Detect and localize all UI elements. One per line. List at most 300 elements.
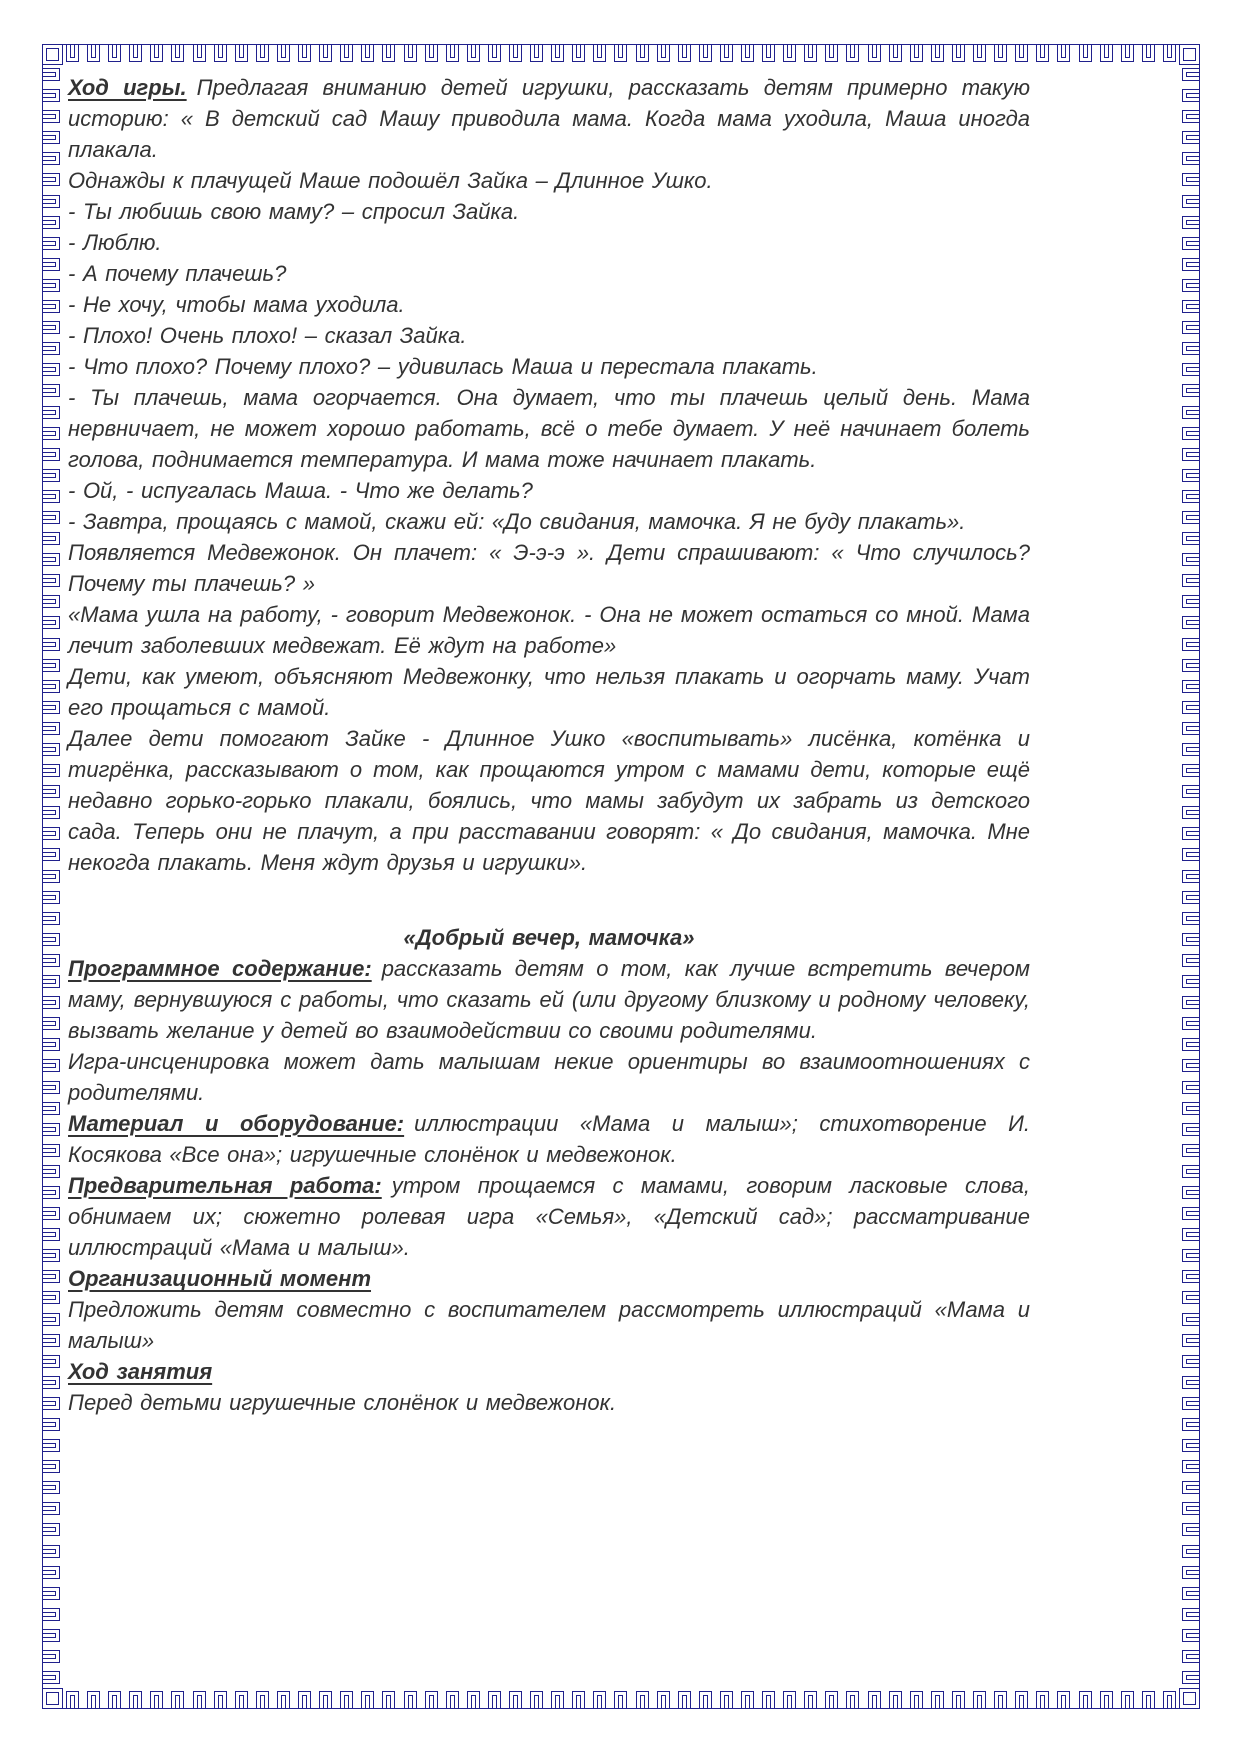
meander-hook-icon	[509, 1691, 522, 1708]
meander-hook-icon	[43, 1439, 60, 1452]
meander-hook-icon	[1163, 45, 1176, 62]
paragraph	[68, 661, 1030, 723]
paragraph	[68, 537, 1030, 599]
border-corner-icon	[1179, 44, 1200, 65]
meander-hook-icon	[43, 1629, 60, 1642]
meander-hook-icon	[1182, 216, 1199, 229]
meander-hook-icon	[43, 1608, 60, 1621]
meander-hook-icon	[1182, 701, 1199, 714]
paragraph-lead: Программное содержание:	[68, 956, 372, 981]
paragraph	[68, 1108, 1030, 1170]
meander-hook-icon	[572, 45, 585, 62]
border-edge-top	[63, 44, 1179, 63]
meander-hook-icon	[277, 1691, 290, 1708]
paragraph-text: - Ты любишь свою маму? – спросил Зайка.	[68, 199, 520, 224]
meander-hook-icon	[488, 1691, 501, 1708]
border-edge-right	[1181, 65, 1200, 1688]
meander-hook-icon	[43, 279, 60, 292]
meander-hook-icon	[1036, 1691, 1049, 1708]
meander-hook-icon	[1182, 448, 1199, 461]
paragraph	[68, 1170, 1030, 1263]
meander-hook-icon	[1100, 1691, 1113, 1708]
meander-hook-icon	[298, 1691, 311, 1708]
meander-hook-icon	[804, 1691, 817, 1708]
meander-hook-icon	[1182, 1270, 1199, 1283]
meander-hook-icon	[825, 1691, 838, 1708]
meander-hook-icon	[43, 1186, 60, 1199]
meander-hook-icon	[699, 1691, 712, 1708]
meander-hook-icon	[1182, 1207, 1199, 1220]
meander-hook-icon	[43, 216, 60, 229]
meander-hook-icon	[43, 1165, 60, 1178]
meander-hook-icon	[1182, 469, 1199, 482]
meander-hook-icon	[43, 848, 60, 861]
meander-hook-icon	[43, 1418, 60, 1431]
meander-hook-icon	[43, 469, 60, 482]
meander-hook-icon	[1100, 45, 1113, 62]
meander-hook-icon	[1182, 363, 1199, 376]
paragraph-text: Игра-инсценировка может дать малышам некие ориентиры во взаимоотношениях с родителями.	[68, 1049, 1030, 1105]
meander-hook-icon	[1182, 848, 1199, 861]
meander-hook-icon	[952, 1691, 965, 1708]
meander-hook-icon	[1182, 152, 1199, 165]
paragraph-text: - Плохо! Очень плохо! – сказал Зайка.	[68, 323, 467, 348]
meander-hook-icon	[1163, 1691, 1176, 1708]
meander-hook-icon	[1182, 785, 1199, 798]
meander-hook-icon	[87, 1691, 100, 1708]
meander-hook-icon	[43, 1081, 60, 1094]
meander-hook-icon	[43, 743, 60, 756]
meander-hook-icon	[678, 45, 691, 62]
meander-hook-icon	[256, 45, 269, 62]
meander-hook-icon	[43, 1017, 60, 1030]
border-corner-icon	[1179, 1688, 1200, 1709]
meander-hook-icon	[66, 45, 79, 62]
meander-hook-icon	[1182, 1566, 1199, 1579]
paragraph-text: Появляется Медвежонок. Он плачет: « Э-э-э ». Дети спрашивают: « Что случилось? Почему ты плачешь? »	[68, 540, 1030, 596]
paragraph-text: - Люблю.	[68, 230, 162, 255]
meander-hook-icon	[43, 764, 60, 777]
meander-hook-icon	[657, 1691, 670, 1708]
meander-hook-icon	[1182, 616, 1199, 629]
meander-hook-icon	[1182, 1376, 1199, 1389]
meander-hook-icon	[43, 321, 60, 334]
meander-hook-icon	[256, 1691, 269, 1708]
meander-hook-icon	[43, 996, 60, 1009]
meander-hook-icon	[783, 45, 796, 62]
meander-hook-icon	[1182, 574, 1199, 587]
meander-hook-icon	[1182, 406, 1199, 419]
paragraph	[68, 599, 1030, 661]
meander-hook-icon	[1182, 1186, 1199, 1199]
paragraph-text: - А почему плачешь?	[68, 261, 287, 286]
meander-hook-icon	[1182, 870, 1199, 883]
meander-hook-icon	[1182, 638, 1199, 651]
meander-hook-icon	[43, 342, 60, 355]
meander-hook-icon	[43, 680, 60, 693]
meander-hook-icon	[43, 785, 60, 798]
meander-hook-icon	[1182, 553, 1199, 566]
meander-hook-icon	[910, 1691, 923, 1708]
meander-hook-icon	[1015, 45, 1028, 62]
meander-hook-icon	[1182, 110, 1199, 123]
meander-hook-icon	[636, 45, 649, 62]
meander-hook-icon	[741, 45, 754, 62]
meander-hook-icon	[43, 490, 60, 503]
meander-hook-icon	[530, 45, 543, 62]
paragraph-text: - Завтра, прощаясь с мамой, скажи ей: «До свидания, мамочка. Я не буду плакать».	[68, 509, 966, 534]
meander-hook-icon	[43, 1144, 60, 1157]
meander-hook-icon	[43, 1566, 60, 1579]
meander-hook-icon	[1182, 1038, 1199, 1051]
meander-hook-icon	[931, 45, 944, 62]
meander-hook-icon	[1182, 954, 1199, 967]
meander-hook-icon	[404, 45, 417, 62]
paragraph	[68, 165, 1030, 196]
paragraph	[68, 723, 1030, 878]
meander-hook-icon	[43, 68, 60, 81]
meander-hook-icon	[43, 195, 60, 208]
meander-hook-icon	[1182, 321, 1199, 334]
meander-hook-icon	[43, 616, 60, 629]
document-content	[68, 72, 1030, 1418]
meander-hook-icon	[1057, 45, 1070, 62]
meander-hook-icon	[846, 1691, 859, 1708]
meander-hook-icon	[108, 1691, 121, 1708]
meander-hook-icon	[43, 933, 60, 946]
meander-hook-icon	[1182, 1608, 1199, 1621]
meander-hook-icon	[382, 45, 395, 62]
meander-hook-icon	[1182, 1081, 1199, 1094]
meander-hook-icon	[1182, 1523, 1199, 1536]
meander-hook-icon	[1182, 131, 1199, 144]
meander-hook-icon	[43, 173, 60, 186]
meander-hook-icon	[910, 45, 923, 62]
meander-hook-icon	[193, 1691, 206, 1708]
meander-hook-icon	[1182, 1629, 1199, 1642]
meander-hook-icon	[1182, 1291, 1199, 1304]
paragraph-text: Дети, как умеют, объясняют Медвежонку, что нельзя плакать и огорчать маму. Учат его прощаться с мамой.	[68, 664, 1030, 720]
meander-hook-icon	[43, 954, 60, 967]
paragraph-lead: Материал и оборудование:	[68, 1111, 405, 1136]
meander-hook-icon	[43, 1249, 60, 1262]
meander-hook-icon	[235, 1691, 248, 1708]
meander-hook-icon	[43, 1587, 60, 1600]
meander-hook-icon	[43, 1502, 60, 1515]
meander-hook-icon	[1142, 1691, 1155, 1708]
meander-hook-icon	[783, 1691, 796, 1708]
meander-hook-icon	[214, 45, 227, 62]
meander-hook-icon	[43, 511, 60, 524]
meander-hook-icon	[530, 1691, 543, 1708]
meander-hook-icon	[1182, 427, 1199, 440]
meander-hook-icon	[1182, 1144, 1199, 1157]
meander-hook-icon	[762, 45, 775, 62]
meander-hook-icon	[129, 45, 142, 62]
paragraph	[68, 72, 1030, 165]
meander-hook-icon	[43, 659, 60, 672]
border-corner-icon	[42, 1688, 63, 1709]
meander-hook-icon	[43, 1059, 60, 1072]
meander-hook-icon	[593, 1691, 606, 1708]
meander-hook-icon	[1182, 1671, 1199, 1684]
meander-hook-icon	[509, 45, 522, 62]
dialogue-line	[68, 258, 1030, 289]
meander-hook-icon	[825, 45, 838, 62]
meander-hook-icon	[1182, 258, 1199, 271]
meander-hook-icon	[235, 45, 248, 62]
meander-hook-icon	[994, 45, 1007, 62]
meander-hook-icon	[1182, 1397, 1199, 1410]
meander-hook-icon	[467, 1691, 480, 1708]
meander-hook-icon	[319, 45, 332, 62]
paragraph-text: Перед детьми игрушечные слонёнок и медвежонок.	[68, 1390, 617, 1415]
section-subheading-text: Ход занятия	[68, 1359, 213, 1384]
meander-hook-icon	[87, 45, 100, 62]
border-edge-left	[42, 65, 61, 1688]
meander-hook-icon	[340, 1691, 353, 1708]
meander-hook-icon	[1182, 891, 1199, 904]
meander-hook-icon	[1182, 1460, 1199, 1473]
paragraph-text: - Ой, - испугалась Маша. - Что же делать?	[68, 478, 533, 503]
meander-hook-icon	[1182, 1502, 1199, 1515]
meander-hook-icon	[150, 1691, 163, 1708]
meander-hook-icon	[43, 1123, 60, 1136]
paragraph-lead: Ход игры.	[68, 75, 187, 100]
meander-hook-icon	[1015, 1691, 1028, 1708]
meander-hook-icon	[150, 45, 163, 62]
meander-hook-icon	[43, 701, 60, 714]
dialogue-line	[68, 351, 1030, 382]
meander-hook-icon	[43, 1671, 60, 1684]
meander-hook-icon	[1079, 45, 1092, 62]
meander-hook-icon	[678, 1691, 691, 1708]
dialogue-line	[68, 196, 1030, 227]
border-corner-icon	[42, 44, 63, 65]
meander-hook-icon	[488, 45, 501, 62]
section-subheading	[68, 1356, 1030, 1387]
meander-hook-icon	[43, 258, 60, 271]
meander-hook-icon	[889, 1691, 902, 1708]
meander-hook-icon	[741, 1691, 754, 1708]
meander-hook-icon	[1182, 1228, 1199, 1241]
paragraph-lead: Предварительная работа:	[68, 1173, 382, 1198]
meander-hook-icon	[43, 722, 60, 735]
dialogue-line	[68, 506, 1030, 537]
meander-hook-icon	[1182, 1545, 1199, 1558]
meander-hook-icon	[973, 45, 986, 62]
meander-hook-icon	[1182, 680, 1199, 693]
meander-hook-icon	[43, 912, 60, 925]
meander-hook-icon	[43, 1207, 60, 1220]
meander-hook-icon	[171, 1691, 184, 1708]
meander-hook-icon	[973, 1691, 986, 1708]
meander-hook-icon	[1182, 1587, 1199, 1600]
section-title-text: «Добрый вечер, мамочка»	[403, 925, 695, 950]
paragraph-text: рассказать детям о том, как лучше встретить вечером маму, вернувшуюся с работы, что сказать ей (или другому близкому и родному человеку, вызвать желание у детей во взаимодействии со своими родителями.	[68, 956, 1030, 1043]
meander-hook-icon	[43, 1334, 60, 1347]
meander-hook-icon	[446, 1691, 459, 1708]
meander-hook-icon	[1182, 532, 1199, 545]
meander-hook-icon	[43, 1460, 60, 1473]
paragraph	[68, 1294, 1030, 1356]
meander-hook-icon	[1182, 1017, 1199, 1030]
meander-hook-icon	[1182, 300, 1199, 313]
meander-hook-icon	[846, 45, 859, 62]
meander-hook-icon	[43, 1355, 60, 1368]
meander-hook-icon	[699, 45, 712, 62]
meander-hook-icon	[1182, 511, 1199, 524]
meander-hook-icon	[446, 45, 459, 62]
dialogue-line	[68, 227, 1030, 258]
meander-hook-icon	[43, 1545, 60, 1558]
meander-hook-icon	[636, 1691, 649, 1708]
meander-hook-icon	[43, 152, 60, 165]
meander-hook-icon	[614, 45, 627, 62]
meander-hook-icon	[1182, 996, 1199, 1009]
meander-hook-icon	[43, 1397, 60, 1410]
meander-hook-icon	[1121, 45, 1134, 62]
meander-hook-icon	[1182, 743, 1199, 756]
meander-hook-icon	[43, 131, 60, 144]
meander-hook-icon	[129, 1691, 142, 1708]
meander-hook-icon	[1182, 384, 1199, 397]
meander-hook-icon	[43, 553, 60, 566]
meander-hook-icon	[43, 1291, 60, 1304]
meander-hook-icon	[361, 45, 374, 62]
meander-hook-icon	[43, 1523, 60, 1536]
section-subheading-text: Организационный момент	[68, 1266, 372, 1291]
paragraph-text: - Не хочу, чтобы мама уходила.	[68, 292, 405, 317]
meander-hook-icon	[43, 574, 60, 587]
meander-hook-icon	[1182, 827, 1199, 840]
meander-hook-icon	[1182, 1355, 1199, 1368]
meander-hook-icon	[43, 1481, 60, 1494]
meander-hook-icon	[43, 1270, 60, 1283]
meander-hook-icon	[614, 1691, 627, 1708]
meander-hook-icon	[425, 1691, 438, 1708]
meander-hook-icon	[1182, 237, 1199, 250]
meander-hook-icon	[43, 448, 60, 461]
meander-hook-icon	[1121, 1691, 1134, 1708]
meander-hook-icon	[889, 45, 902, 62]
meander-hook-icon	[868, 1691, 881, 1708]
meander-hook-icon	[43, 89, 60, 102]
paragraph-text: утром прощаемся с мамами, говорим ласковые слова, обнимаем их; сюжетно ролевая игра «Семья», «Детский сад»; рассматривание иллюстраций «Мама и малыш».	[68, 1173, 1030, 1260]
paragraph-text: «Мама ушла на работу, - говорит Медвежонок. - Она не может остаться со мной. Мама лечит заболевших медвежат. Её ждут на работе»	[68, 602, 1030, 658]
meander-hook-icon	[43, 110, 60, 123]
meander-hook-icon	[1182, 195, 1199, 208]
dialogue-line	[68, 320, 1030, 351]
meander-hook-icon	[43, 891, 60, 904]
meander-hook-icon	[171, 45, 184, 62]
meander-hook-icon	[1182, 1123, 1199, 1136]
meander-hook-icon	[43, 427, 60, 440]
meander-hook-icon	[361, 1691, 374, 1708]
meander-hook-icon	[43, 406, 60, 419]
meander-hook-icon	[1079, 1691, 1092, 1708]
meander-hook-icon	[66, 1691, 79, 1708]
paragraph	[68, 953, 1030, 1046]
meander-hook-icon	[1036, 45, 1049, 62]
meander-hook-icon	[43, 1650, 60, 1663]
meander-hook-icon	[1182, 1313, 1199, 1326]
meander-hook-icon	[720, 45, 733, 62]
meander-hook-icon	[1182, 1334, 1199, 1347]
meander-hook-icon	[1182, 1249, 1199, 1262]
meander-hook-icon	[931, 1691, 944, 1708]
meander-hook-icon	[43, 1102, 60, 1115]
dialogue-line	[68, 475, 1030, 506]
meander-hook-icon	[1182, 1165, 1199, 1178]
meander-hook-icon	[404, 1691, 417, 1708]
meander-hook-icon	[657, 45, 670, 62]
meander-hook-icon	[720, 1691, 733, 1708]
meander-hook-icon	[551, 1691, 564, 1708]
meander-hook-icon	[319, 1691, 332, 1708]
meander-hook-icon	[193, 45, 206, 62]
meander-hook-icon	[1182, 933, 1199, 946]
meander-hook-icon	[43, 1038, 60, 1051]
meander-hook-icon	[43, 595, 60, 608]
meander-hook-icon	[1182, 722, 1199, 735]
meander-hook-icon	[1182, 975, 1199, 988]
meander-hook-icon	[43, 532, 60, 545]
meander-hook-icon	[43, 384, 60, 397]
meander-hook-icon	[1142, 45, 1155, 62]
meander-hook-icon	[43, 827, 60, 840]
meander-hook-icon	[1182, 806, 1199, 819]
meander-hook-icon	[43, 870, 60, 883]
paragraph-text: - Что плохо? Почему плохо? – удивилась Маша и перестала плакать.	[68, 354, 818, 379]
meander-hook-icon	[43, 237, 60, 250]
paragraph-text: Предложить детям совместно с воспитателем рассмотреть иллюстраций «Мама и малыш»	[68, 1297, 1030, 1353]
meander-hook-icon	[43, 975, 60, 988]
meander-hook-icon	[1182, 1102, 1199, 1115]
meander-hook-icon	[467, 45, 480, 62]
meander-hook-icon	[108, 45, 121, 62]
paragraph	[68, 1046, 1030, 1108]
meander-hook-icon	[1182, 912, 1199, 925]
section-subheading	[68, 1263, 1030, 1294]
meander-hook-icon	[43, 363, 60, 376]
meander-hook-icon	[994, 1691, 1007, 1708]
meander-hook-icon	[1182, 68, 1199, 81]
meander-hook-icon	[43, 1376, 60, 1389]
meander-hook-icon	[1182, 1439, 1199, 1452]
meander-hook-icon	[762, 1691, 775, 1708]
meander-hook-icon	[43, 1313, 60, 1326]
meander-hook-icon	[43, 806, 60, 819]
dialogue-line	[68, 289, 1030, 320]
paragraph-text: Далее дети помогают Зайке - Длинное Ушко «воспитывать» лисёнка, котёнка и тигрёнка, рассказывают о том, как прощаются утром с мамами дети, которые ещё недавно горько-горько плакали, боялись, что мамы забудут их забрать из детского сада. Теперь они не плачут, а при расставании говорят: « До свидания, мамочка. Мне некогда плакать. Меня ждут друзья и игрушки».	[68, 726, 1030, 875]
meander-hook-icon	[1182, 659, 1199, 672]
section-title	[68, 922, 1030, 953]
meander-hook-icon	[382, 1691, 395, 1708]
meander-hook-icon	[551, 45, 564, 62]
meander-hook-icon	[1182, 764, 1199, 777]
paragraph	[68, 1387, 1030, 1418]
meander-hook-icon	[425, 45, 438, 62]
meander-hook-icon	[1057, 1691, 1070, 1708]
meander-hook-icon	[298, 45, 311, 62]
meander-hook-icon	[214, 1691, 227, 1708]
paragraph-text: Предлагая вниманию детей игрушки, рассказать детям примерно такую историю: « В детский сад Машу приводила мама. Когда мама уходила, Маша иногда плакала.	[68, 75, 1030, 162]
meander-hook-icon	[1182, 279, 1199, 292]
meander-hook-icon	[1182, 1481, 1199, 1494]
meander-hook-icon	[868, 45, 881, 62]
meander-hook-icon	[1182, 1650, 1199, 1663]
